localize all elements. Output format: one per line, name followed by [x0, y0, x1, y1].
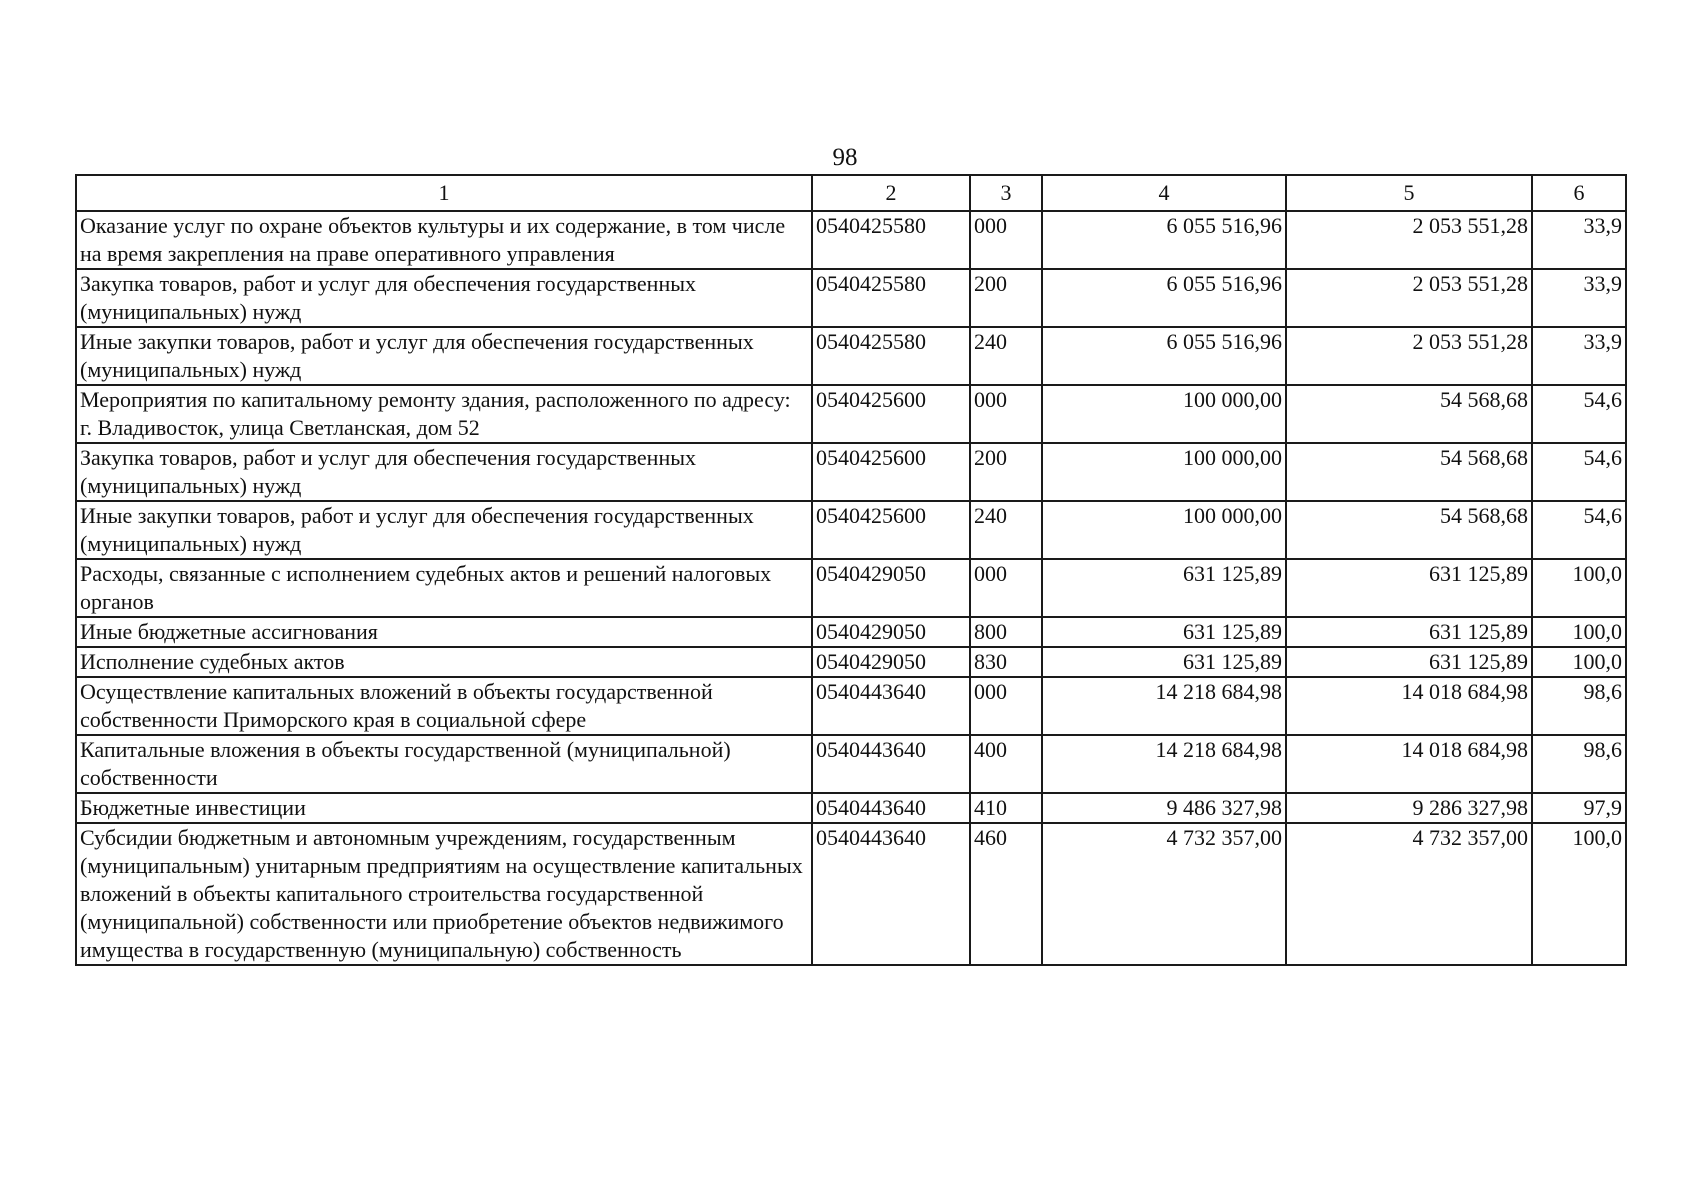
table-row: [76, 269, 1626, 327]
row-name: Исполнение судебных актов: [76, 647, 812, 677]
table-row: [76, 385, 1626, 443]
row-expense-type: 460: [970, 823, 1042, 965]
row-fact: 54 568,68: [1286, 501, 1532, 559]
row-percent: 54,6: [1532, 385, 1626, 443]
row-name: Закупка товаров, работ и услуг для обеспечения государственных (муниципальных) нужд: [76, 269, 812, 327]
row-code: 0540443640: [812, 735, 970, 793]
row-code: 0540443640: [812, 677, 970, 735]
row-name: Закупка товаров, работ и услуг для обеспечения государственных (муниципальных) нужд: [76, 443, 812, 501]
row-name: Иные бюджетные ассигнования: [76, 617, 812, 647]
row-expense-type: 240: [970, 327, 1042, 385]
row-plan: 14 218 684,98: [1042, 677, 1286, 735]
row-name: Субсидии бюджетным и автономным учреждениям, государственным (муниципальным) унитарным предприятиям на осуществление капитальных вложений в объекты капитального строительства государственной (муниципальной) собственности или приобретение объектов недвижимого имущества в государственную (муниципальную) собственность: [76, 823, 812, 965]
row-fact: 631 125,89: [1286, 617, 1532, 647]
row-code: 0540425580: [812, 327, 970, 385]
row-fact: 14 018 684,98: [1286, 735, 1532, 793]
table-row: [76, 327, 1626, 385]
row-code: 0540429050: [812, 647, 970, 677]
table-row: [76, 211, 1626, 269]
row-expense-type: 000: [970, 385, 1042, 443]
column-header: 5: [1286, 175, 1532, 211]
row-percent: 100,0: [1532, 559, 1626, 617]
row-expense-type: 800: [970, 617, 1042, 647]
row-percent: 100,0: [1532, 823, 1626, 965]
row-code: 0540425580: [812, 269, 970, 327]
row-expense-type: 000: [970, 211, 1042, 269]
row-percent: 54,6: [1532, 501, 1626, 559]
table-header-row: [76, 175, 1626, 211]
row-code: 0540429050: [812, 617, 970, 647]
row-percent: 54,6: [1532, 443, 1626, 501]
row-plan: 6 055 516,96: [1042, 211, 1286, 269]
row-percent: 97,9: [1532, 793, 1626, 823]
row-fact: 14 018 684,98: [1286, 677, 1532, 735]
row-code: 0540425580: [812, 211, 970, 269]
row-percent: 33,9: [1532, 327, 1626, 385]
row-fact: 54 568,68: [1286, 385, 1532, 443]
table-row: [76, 793, 1626, 823]
row-percent: 33,9: [1532, 269, 1626, 327]
row-fact: 4 732 357,00: [1286, 823, 1532, 965]
column-header: 3: [970, 175, 1042, 211]
row-plan: 9 486 327,98: [1042, 793, 1286, 823]
row-code: 0540425600: [812, 501, 970, 559]
row-name: Иные закупки товаров, работ и услуг для обеспечения государственных (муниципальных) нужд: [76, 501, 812, 559]
row-code: 0540425600: [812, 443, 970, 501]
column-header: 6: [1532, 175, 1626, 211]
row-code: 0540443640: [812, 823, 970, 965]
table-row: [76, 617, 1626, 647]
row-code: 0540429050: [812, 559, 970, 617]
row-expense-type: 400: [970, 735, 1042, 793]
row-name: Осуществление капитальных вложений в объекты государственной собственности Приморского края в социальной сфере: [76, 677, 812, 735]
row-plan: 100 000,00: [1042, 501, 1286, 559]
row-plan: 100 000,00: [1042, 385, 1286, 443]
page-number: 98: [832, 144, 858, 171]
row-expense-type: 240: [970, 501, 1042, 559]
table-row: [76, 501, 1626, 559]
row-plan: 6 055 516,96: [1042, 327, 1286, 385]
row-fact: 2 053 551,28: [1286, 211, 1532, 269]
row-name: Оказание услуг по охране объектов культуры и их содержание, в том числе на время закрепления на праве оперативного управления: [76, 211, 812, 269]
column-header: 2: [812, 175, 970, 211]
table-row: [76, 823, 1626, 965]
row-plan: 631 125,89: [1042, 559, 1286, 617]
row-plan: 4 732 357,00: [1042, 823, 1286, 965]
budget-table: [75, 174, 1627, 966]
column-header: 1: [76, 175, 812, 211]
row-plan: 631 125,89: [1042, 617, 1286, 647]
row-expense-type: 000: [970, 559, 1042, 617]
row-plan: 14 218 684,98: [1042, 735, 1286, 793]
row-percent: 98,6: [1532, 735, 1626, 793]
table-row: [76, 735, 1626, 793]
row-name: Расходы, связанные с исполнением судебных актов и решений налоговых органов: [76, 559, 812, 617]
row-percent: 98,6: [1532, 677, 1626, 735]
row-expense-type: 200: [970, 443, 1042, 501]
table-row: [76, 443, 1626, 501]
row-fact: 54 568,68: [1286, 443, 1532, 501]
table-row: [76, 647, 1626, 677]
row-fact: 2 053 551,28: [1286, 269, 1532, 327]
row-percent: 100,0: [1532, 647, 1626, 677]
row-expense-type: 410: [970, 793, 1042, 823]
row-name: Капитальные вложения в объекты государственной (муниципальной) собственности: [76, 735, 812, 793]
row-expense-type: 200: [970, 269, 1042, 327]
row-name: Мероприятия по капитальному ремонту здания, расположенного по адресу: г. Владивосток, улица Светланская, дом 52: [76, 385, 812, 443]
row-fact: 631 125,89: [1286, 647, 1532, 677]
table-row: [76, 677, 1626, 735]
row-code: 0540443640: [812, 793, 970, 823]
row-plan: 6 055 516,96: [1042, 269, 1286, 327]
row-name: Иные закупки товаров, работ и услуг для обеспечения государственных (муниципальных) нужд: [76, 327, 812, 385]
column-header: 4: [1042, 175, 1286, 211]
row-name: Бюджетные инвестиции: [76, 793, 812, 823]
row-fact: 2 053 551,28: [1286, 327, 1532, 385]
row-expense-type: 830: [970, 647, 1042, 677]
row-plan: 631 125,89: [1042, 647, 1286, 677]
row-plan: 100 000,00: [1042, 443, 1286, 501]
row-expense-type: 000: [970, 677, 1042, 735]
row-percent: 33,9: [1532, 211, 1626, 269]
table-row: [76, 559, 1626, 617]
row-fact: 631 125,89: [1286, 559, 1532, 617]
row-code: 0540425600: [812, 385, 970, 443]
row-fact: 9 286 327,98: [1286, 793, 1532, 823]
row-percent: 100,0: [1532, 617, 1626, 647]
